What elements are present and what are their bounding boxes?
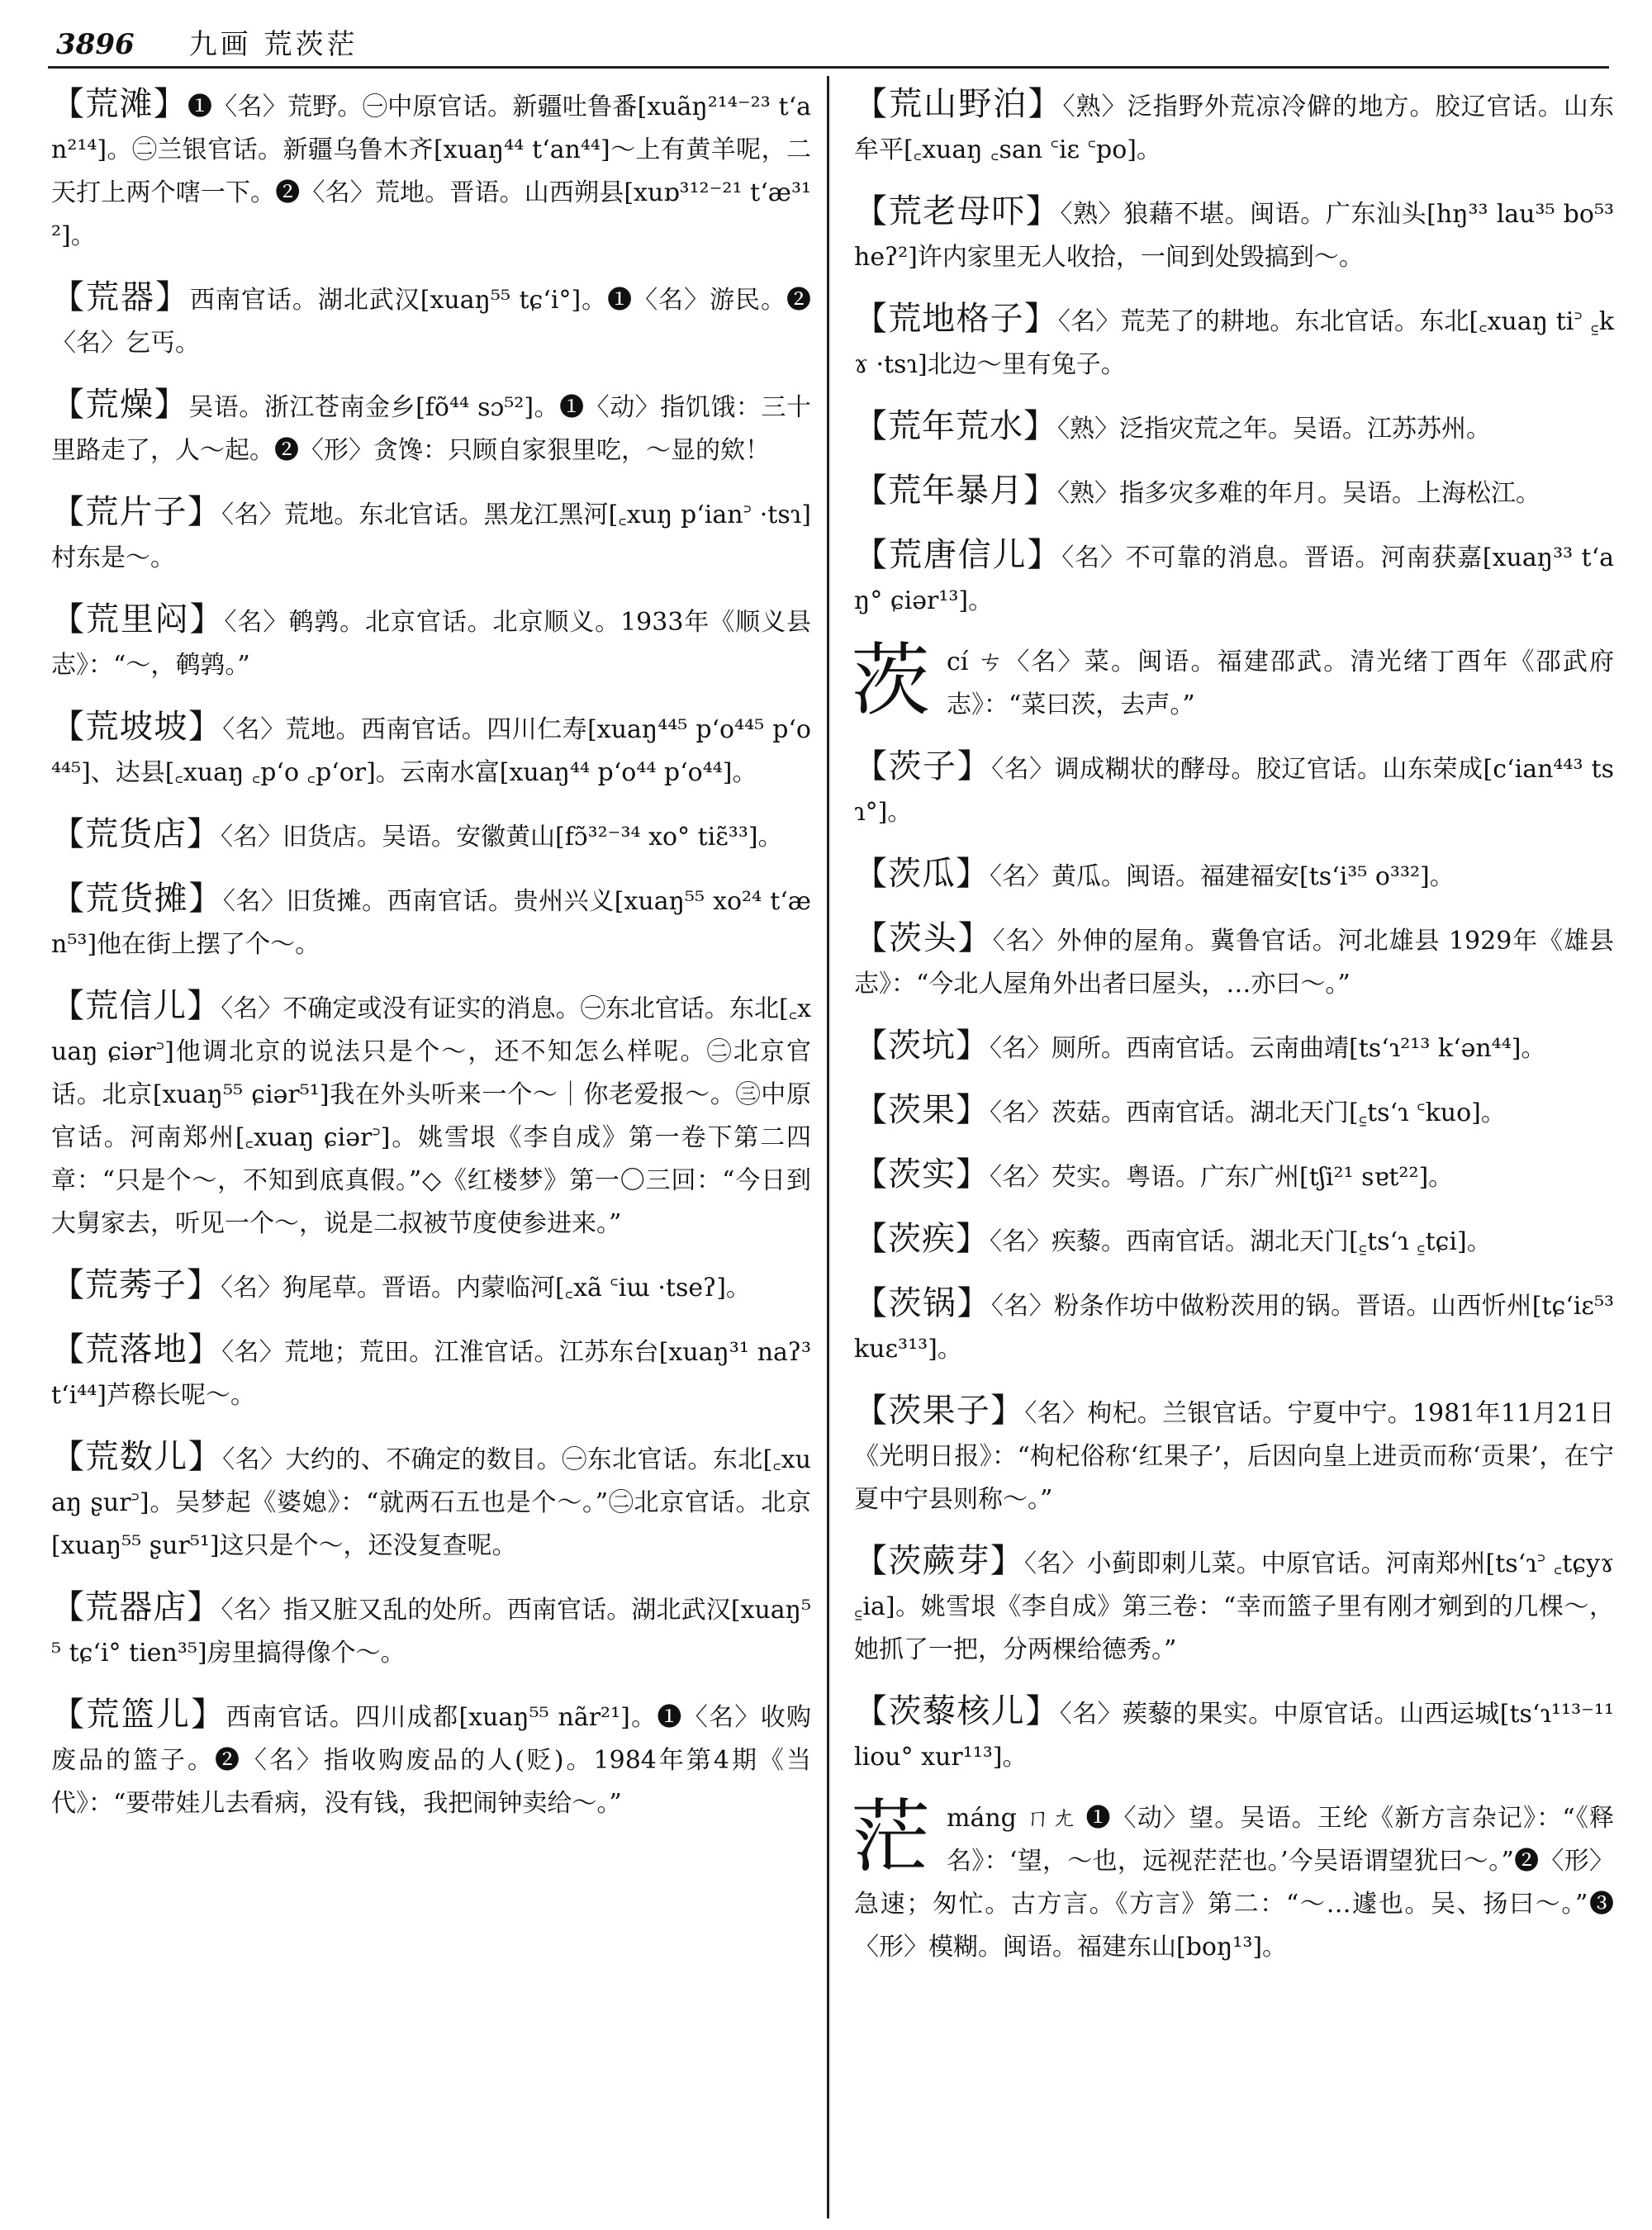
entry-headword: 【荒货摊】: [51, 880, 223, 918]
entry-definition: 〈名〉荒芜了的耕地。东北官话。东北[꜀xuaŋ ti꜄ ꜁kɤ ·tsɿ]北边～里有兔子。: [854, 307, 1614, 379]
entry-definition: 西南官话。四川成都[xuaŋ⁵⁵ nãr²¹]。❶〈名〉收购废品的篮子。❷〈名〉指收购废品的人(贬)。1984年第4期《当代》：“要带娃儿去看病，没有钱，我把闹钟卖给～。”: [51, 1703, 812, 1818]
entry-definition: 〈名〉旧货店。吴语。安徽黄山[fɔ̃³²⁻³⁴ xo° tiɛ̃³³]。: [221, 823, 783, 852]
dictionary-entry: [854, 1690, 1614, 1779]
dictionary-entry: [51, 83, 811, 258]
entry-headword: 【茨藜核儿】: [854, 1692, 1060, 1730]
dictionary-entry: [854, 1540, 1614, 1672]
entry-headword: 【茨果子】: [854, 1392, 1025, 1430]
entry-definition: 〈名〉大约的、不确定的数目。㊀东北官话。东北[꜀xuaŋ ʂur꜄]。吴梦起《婆媳》：“就两石五也是个～。”㊁北京官话。北京[xuaŋ⁵⁵ ʂur⁵¹]这只是个～，还没复查呢。: [51, 1445, 812, 1560]
entry-headword: 【荒片子】: [51, 493, 222, 531]
entry-headword: 【茨实】: [854, 1155, 990, 1193]
entry-headword: 【荒里闷】: [51, 600, 225, 638]
entry-definition: 〈熟〉狼藉不堪。闽语。广东汕头[hŋ³³ lau³⁵ bo⁵³ heʔ²]许内家里无人收拾，一间到处毁搞到～。: [854, 200, 1614, 272]
dictionary-entry: [51, 705, 811, 795]
dictionary-entry: [854, 469, 1614, 515]
entry-definition: 〈熟〉指多灾多难的年月。吴语。上海松江。: [1057, 479, 1540, 508]
dictionary-entry: [854, 534, 1614, 623]
dictionary-entry: [854, 1089, 1614, 1135]
entry-definition: 〈名〉外伸的屋角。冀鲁官话。河北雄县 1929年《雄县志》：“今北人屋角外出者曰屋头，…亦曰～。”: [854, 927, 1615, 999]
entry-definition: ❶〈名〉荒野。㊀中原官话。新疆吐鲁番[xuãŋ²¹⁴⁻²³ tʻan²¹⁴]。㊁兰银官话。新疆乌鲁木齐[xuaŋ⁴⁴ tʻan⁴⁴]～上有黄羊呢，二天打上两个嗐一下。❷〈名〉荒地。晋语。山西朔县[xuɒ³¹²⁻²¹ tʻæ³¹²]。: [51, 93, 812, 250]
running-title: 九画 荒茨茫: [188, 28, 358, 61]
entry-headword: 【荒数儿】: [51, 1438, 223, 1476]
dictionary-entry: [854, 917, 1614, 1006]
entry-headword: 【茨果】: [854, 1091, 990, 1129]
dictionary-entry: [51, 276, 811, 365]
entry-definition: 〈名〉不可靠的消息。晋语。河南获嘉[xuaŋ³³ tʻaŋ° ɕiər¹³]。: [854, 543, 1615, 615]
entry-headword: 【荒坡坡】: [51, 708, 223, 746]
entry-definition: 〈名〉旧货摊。西南官话。贵州兴义[xuaŋ⁵⁵ xo²⁴ tʻæn⁵³]他在街上摆了个～。: [51, 887, 811, 959]
entry-definition: 〈名〉厕所。西南官话。云南曲靖[tsʻɿ²¹³ kʻən⁴⁴]。: [990, 1034, 1546, 1063]
entry-definition: máng ㄇㄤ ❶〈动〉望。吴语。王纶《新方言杂记》：“《释名》：‘望，～也，远视茫茫也。’今吴语谓望犹曰～。”❷〈形〉急速；匆忙。古方言。《方言》第二：“～…遽也。吴、扬曰～。”❸〈形〉模糊。闽语。福建东山[boŋ¹³]。: [854, 1804, 1614, 1962]
entry-definition: cí ㄘ〈名〉菜。闽语。福建邵武。清光绪丁酉年《邵武府志》：“菜曰茨，去声。”: [947, 648, 1614, 719]
entry-definition: 〈名〉蒺藜的果实。中原官话。山西运城[tsʻɿ¹¹³⁻¹¹ liou° xur¹¹³]。: [854, 1700, 1614, 1772]
page-number: 3896: [56, 28, 135, 61]
entry-definition: 〈名〉鹌鹑。北京官话。北京顺义。1933年《顺义县志》：“～，鹌鹑。”: [51, 608, 811, 680]
entry-definition: 〈熟〉泛指野外荒凉冷僻的地方。胶辽官话。山东牟平[꜀xuaŋ ꜀san ꜂iɛ ꜂po]。: [854, 93, 1615, 164]
entry-headword: 【荒燥】: [51, 386, 189, 424]
entry-definition: 吴语。浙江苍南金乡[fõ⁴⁴ sɔ⁵²]。❶〈动〉指饥饿：三十里路走了，人～起。❷〈形〉贪馋：只顾自家狠里吃，～显的欸！: [51, 393, 812, 465]
dictionary-entry: [854, 745, 1614, 834]
entry-definition: 〈名〉芡实。粤语。广东广州[tʃi²¹ sɐt²²]。: [990, 1163, 1454, 1192]
entry-definition: 〈名〉疾藜。西南官话。湖北天门[꜁tsʻɿ ꜁tɕi]。: [990, 1227, 1492, 1256]
entry-definition: 〈名〉狗尾草。晋语。内蒙临河[꜀xã ꜂iɯ ·tseʔ]。: [221, 1274, 751, 1302]
entry-headword: 【荒器店】: [51, 1588, 221, 1626]
entry-headword: 【茨蕨芽】: [854, 1542, 1024, 1580]
entry-headword: 【荒信儿】: [51, 987, 221, 1025]
entry-definition: 〈名〉指又脏又乱的处所。西南官话。湖北武汉[xuaŋ⁵⁵ tɕʻi° tien³⁵]房里搞得像个～。: [51, 1596, 811, 1668]
entry-character: 茫: [851, 1791, 930, 1883]
dictionary-entry: [854, 1389, 1614, 1521]
dictionary-entry: [854, 405, 1614, 451]
entry-definition: 〈名〉荒地。东北官话。黑龙江黑河[꜀xuŋ pʻian꜄ ·tsɿ]村东是～。: [51, 501, 811, 572]
entry-definition: 〈名〉枸杞。兰银官话。宁夏中宁。1981年11月21日《光明日报》：“枸杞俗称‘红果子’，后因向皇上进贡而称‘贡果’，在宁夏中宁县则称～。”: [854, 1399, 1614, 1514]
dictionary-entry: [51, 383, 811, 472]
entry-headword: 【荒货店】: [51, 815, 221, 853]
entry-headword: 【茨锅】: [854, 1284, 991, 1322]
entry-headword: 【荒年荒水】: [854, 407, 1057, 445]
dictionary-entry: [854, 83, 1614, 172]
entry-headword: 【荒山野泊】: [854, 85, 1063, 123]
entry-headword: 【荒年暴月】: [854, 472, 1057, 510]
dictionary-entry: [51, 491, 811, 580]
dictionary-entry: [854, 1282, 1614, 1371]
entry-headword: 【荒唐信儿】: [854, 536, 1062, 574]
page-header: [56, 21, 1609, 63]
entry-definition: 〈名〉荒地；荒田。江淮官话。江苏东台[xuaŋ³¹ naʔ³ tʻi⁴⁴]芦穄长呢～。: [51, 1338, 812, 1410]
dictionary-entry: [854, 1153, 1614, 1199]
entry-headword: 【荒滩】: [51, 85, 188, 123]
dictionary-entry: [854, 1217, 1614, 1264]
dictionary-entry: [51, 1328, 811, 1417]
column-divider: [827, 76, 829, 2218]
entry-definition: 〈名〉小蓟即刺儿菜。中原官话。河南郑州[tsʻɿ꜄ ꜀tɕyɤ ꜁ia]。姚雪垠《李自成》第三卷：“幸而篮子里有刚才剜到的几棵～，她抓了一把，分两棵给德秀。”: [854, 1549, 1615, 1664]
entry-definition: 〈名〉调成糊状的酵母。胶辽官话。山东荣成[cʻian⁴⁴³ tsɿ°]。: [854, 755, 1614, 827]
dictionary-entry: [51, 1693, 811, 1825]
entry-headword: 【荒落地】: [51, 1331, 222, 1369]
entry-headword: 【荒器】: [51, 278, 190, 316]
entry-headword: 【茨坑】: [854, 1027, 990, 1065]
dictionary-entry: [51, 813, 811, 859]
entry-definition: 〈熟〉泛指灾荒之年。吴语。江苏苏州。: [1057, 415, 1491, 444]
entry-character: 茨: [851, 634, 930, 727]
dictionary-entry: [51, 1435, 811, 1568]
dictionary-entry: [854, 297, 1614, 387]
header-rule: [48, 66, 1609, 69]
entry-headword: 【茨疾】: [854, 1220, 990, 1258]
dictionary-entry: [51, 1586, 811, 1675]
dictionary-entry: [854, 190, 1614, 279]
dictionary-entry: [854, 852, 1614, 899]
entry-headword: 【荒地格子】: [854, 300, 1058, 338]
dictionary-entry: [51, 877, 811, 966]
entry-headword: 【茨瓜】: [854, 855, 990, 893]
character-entry: [851, 634, 1614, 727]
entry-headword: 【荒莠子】: [51, 1266, 221, 1304]
right-column: [851, 83, 1615, 1987]
entry-headword: 【茨头】: [854, 919, 993, 957]
left-column: [51, 83, 811, 1843]
dictionary-entry: [51, 598, 811, 687]
entry-definition: 西南官话。湖北武汉[xuaŋ⁵⁵ tɕʻi°]。❶〈名〉游民。❷〈名〉乞丐。: [51, 286, 812, 358]
entry-definition: 〈名〉茨菇。西南官话。湖北天门[꜁tsʻɿ ꜂kuo]。: [990, 1098, 1506, 1127]
entry-headword: 【荒老母吓】: [854, 192, 1061, 230]
dictionary-entry: [51, 985, 811, 1245]
character-entry: [851, 1791, 1614, 1969]
entry-headword: 【荒篮儿】: [51, 1696, 226, 1734]
entry-definition: 〈名〉粉条作坊中做粉茨用的锅。晋语。山西忻州[tɕʻiɛ⁵³ kuɛ³¹³]。: [854, 1292, 1615, 1364]
entry-definition: 〈名〉荒地。西南官话。四川仁寿[xuaŋ⁴⁴⁵ pʻo⁴⁴⁵ pʻo⁴⁴⁵]、达县[꜀xuaŋ ꜀pʻo ꜀pʻor]。云南水富[xuaŋ⁴⁴ pʻo⁴⁴ pʻo⁴⁴]。: [51, 715, 811, 787]
entry-definition: 〈名〉黄瓜。闽语。福建福安[tsʻi³⁵ o³³²]。: [990, 862, 1455, 891]
entry-definition: 〈名〉不确定或没有证实的消息。㊀东北官话。东北[꜀xuaŋ ɕiər꜄]他调北京的说法只是个～，还不知怎么样呢。㊁北京官话。北京[xuaŋ⁵⁵ ɕiər⁵¹]我在外头听来一个～｜你老爱报～。㊂中原官话。河南郑州[꜀xuaŋ ɕiər꜄]。姚雪垠《李自成》第一卷下第二四章：“只是个～，不知到底真假。”◇《红楼梦》第一〇三回：“今日到大舅家去，听见一个～，说是二叔被节度使参进来。”: [51, 994, 811, 1238]
dictionary-entry: [51, 1264, 811, 1310]
entry-headword: 【茨子】: [854, 747, 992, 785]
dictionary-entry: [854, 1024, 1614, 1070]
